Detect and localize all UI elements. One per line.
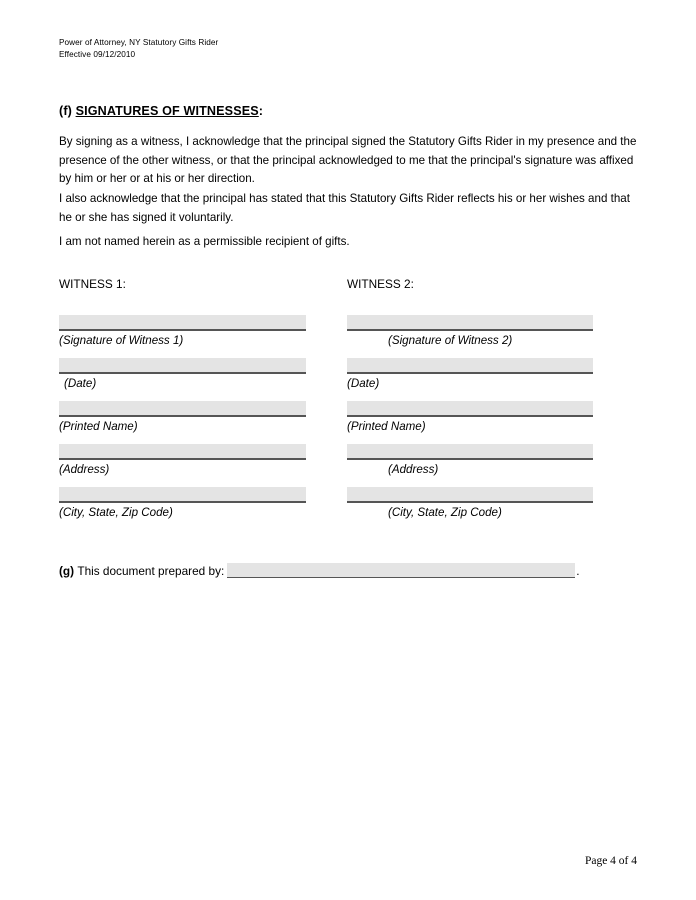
witness-1-date-caption: (Date) [64,377,97,390]
witness-1-signature-group [59,315,306,348]
witness-2-address-input[interactable] [347,444,593,460]
witness-2-heading: WITNESS 2: [347,277,414,291]
document-header [59,37,218,60]
witness-2-signature-group [347,315,593,348]
witness-2-date-group [347,358,593,391]
section-title: SIGNATURES OF WITNESSES [75,104,259,118]
witness-2-city-state-zip-input[interactable] [347,487,593,503]
section-letter: (f) [59,104,72,118]
witness-1-city-state-zip-input[interactable] [59,487,306,503]
witness-2-city-state-zip-caption: (City, State, Zip Code) [388,506,502,519]
witness-2-printed-name-caption: (Printed Name) [347,420,426,433]
witness-1-printed-name-input[interactable] [59,401,306,417]
prepared-by-input[interactable] [227,563,575,578]
paragraph-witness-acknowledgement: By signing as a witness, I acknowledge that the principal signed the Statutory Gifts Rider in my presence and the presence of the other witness, or that the principal acknowledged to me that the principal's signature was affixed by him or her or at his or her direction. [59,135,637,186]
witness-2-printed-name-input[interactable] [347,401,593,417]
witness-1-city-state-zip-caption: (City, State, Zip Code) [59,506,173,519]
witness-1-date-group [59,358,306,391]
section-colon: : [258,104,264,118]
witness-1-heading: WITNESS 1: [59,277,126,291]
witness-2-date-input[interactable] [347,358,593,374]
witness-2-signature-input[interactable] [347,315,593,331]
page-footer: Page 4 of 4 [584,855,637,867]
witness-2-address-group [347,444,593,477]
witness-1-address-caption: (Address) [59,463,110,476]
header-effective-date-line: Effective 09/12/2010 [59,49,136,59]
prepared-by-letter: (g) [59,564,75,578]
witness-1-address-group [59,444,306,477]
witness-2-date-caption: (Date) [347,377,380,390]
witness-1-date-input[interactable] [59,358,306,374]
witness-2-city-state-zip-group [347,487,593,520]
section-heading [59,104,263,118]
witness-2-signature-caption: (Signature of Witness 2) [388,334,513,347]
witness-1-address-input[interactable] [59,444,306,460]
prepared-by-period: . [576,564,580,578]
witness-1-printed-name-caption: (Printed Name) [59,420,138,433]
header-title-line: Power of Attorney, NY Statutory Gifts Rider [59,38,219,47]
witness-1-signature-caption: (Signature of Witness 1) [59,334,184,347]
witness-1-printed-name-group [59,401,306,434]
prepared-by-text: This document prepared by: [77,564,225,578]
paragraph-voluntary-signing: I also acknowledge that the principal has stated that this Statutory Gifts Rider reflects his or her wishes and that he or she has signed it voluntarily. [59,192,630,224]
paragraph-not-named-recipient: I am not named herein as a permissible recipient of gifts. [59,235,350,248]
witness-2-address-caption: (Address) [388,463,439,476]
witness-1-city-state-zip-group [59,487,306,520]
witness-1-signature-input[interactable] [59,315,306,331]
prepared-by-row [59,563,637,579]
prepared-by-label [59,563,224,579]
witness-2-printed-name-group [347,401,593,434]
